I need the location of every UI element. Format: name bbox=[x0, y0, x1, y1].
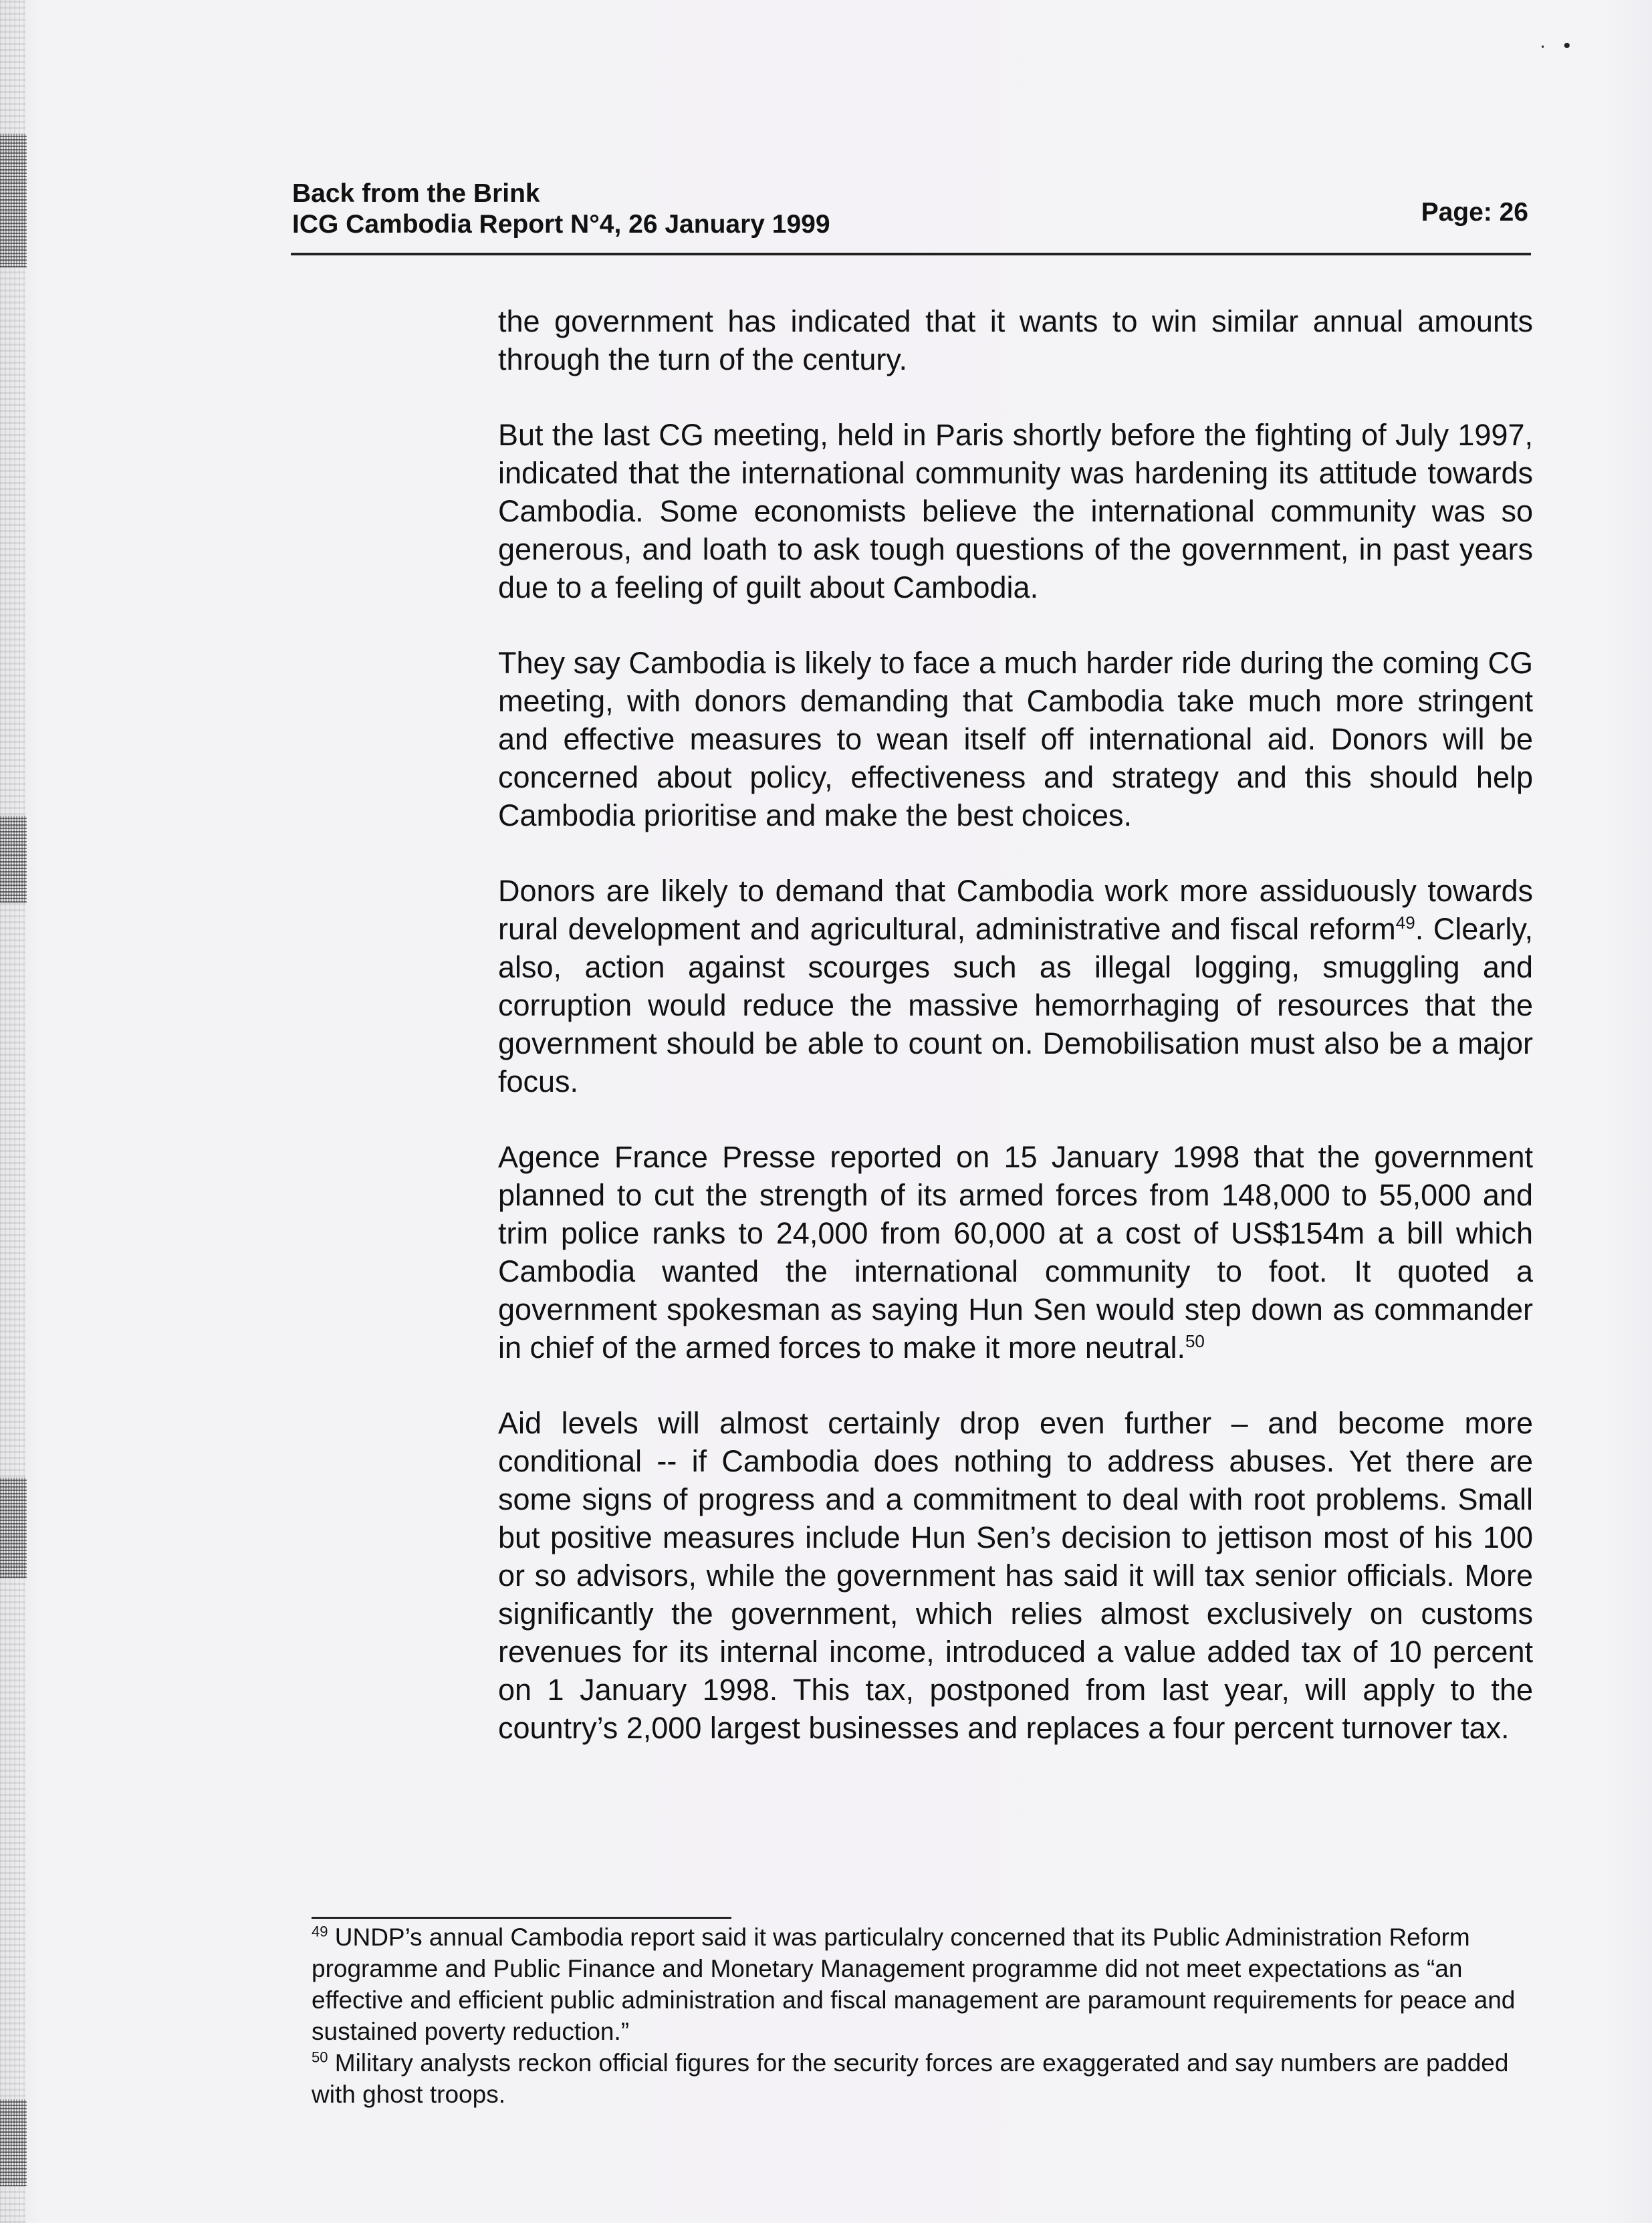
footnote-number: 50 bbox=[312, 2049, 328, 2066]
scan-edge-noise bbox=[0, 0, 25, 2223]
paragraph-text: . Clearly, also, action against scourges such as illegal logging, smuggling and corruption would reduce the massive hemorrhaging of resources that the government should be able to count on. Demobilisation must also be a major focus. bbox=[498, 912, 1533, 1098]
scan-artifact bbox=[0, 2099, 27, 2186]
paragraph bbox=[498, 872, 1533, 1100]
footnote bbox=[312, 1921, 1552, 2047]
running-header bbox=[291, 179, 1531, 255]
paragraph-text: Donors are likely to demand that Cambodia work more assiduously towards rural development and agricultural, administrative and fiscal reform bbox=[498, 874, 1533, 946]
footnote bbox=[312, 2047, 1552, 2110]
scan-artifact bbox=[0, 134, 27, 267]
footnote-divider bbox=[312, 1917, 731, 1919]
paragraph bbox=[498, 1138, 1533, 1367]
footnotes bbox=[312, 1921, 1552, 2110]
footnote-ref[interactable]: 50 bbox=[1185, 1331, 1205, 1351]
page-number: Page: 26 bbox=[1421, 198, 1528, 227]
scan-artifact bbox=[0, 1478, 27, 1578]
paragraph: Aid levels will almost certainly drop even further – and become more conditional -- if Cambodia does nothing to address abuses. Yet there are some signs of progress and a commitment to deal with root problems. Small but positive measures include Hun Sen’s decision to jettison most of his 100 or so advisors, while the government has said it will tax senior officials. More significantly the government, which relies almost exclusively on customs revenues for its internal income, introduced a value added tax of 10 percent on 1 January 1998. This tax, postponed from last year, will apply to the country’s 2,000 largest businesses and replaces a four percent turnover tax. bbox=[498, 1406, 1533, 1745]
paragraph: They say Cambodia is likely to face a much harder ride during the coming CG meeting, with donors demanding that Cambodia take much more stringent and effective measures to wean itself off international aid. Donors will be concerned about policy, effectiveness and strategy and this should help Cambodia prioritise and make the best choices. bbox=[498, 646, 1533, 832]
paragraph: the government has indicated that it wants to win similar annual amounts through the turn of the century. bbox=[498, 304, 1533, 376]
header-report: ICG Cambodia Report N°4, 26 January 1999 bbox=[292, 210, 830, 239]
main-text bbox=[498, 302, 1533, 1784]
footnote-text: UNDP’s annual Cambodia report said it was particulalry concerned that its Public Administration Reform programme and Public Finance and Monetary Management programme did not meet expectations as “an effective and efficient public administration and fiscal management are paramount requirements for peace and sustained poverty reduction.” bbox=[312, 1923, 1516, 2045]
footnote-text: Military analysts reckon official figures for the security forces are exaggerated and say numbers are padded with ghost troops. bbox=[312, 2049, 1509, 2108]
paragraph: But the last CG meeting, held in Paris shortly before the fighting of July 1997, indicated that the international community was hardening its attitude towards Cambodia. Some economists believe the international community was so generous, and loath to ask tough questions of the government, in past years due to a feeling of guilt about Cambodia. bbox=[498, 418, 1533, 604]
scan-artifact bbox=[0, 816, 27, 903]
scan-specks: ·• bbox=[1539, 35, 1588, 57]
footnote-ref[interactable]: 49 bbox=[1395, 913, 1415, 933]
paragraph-text: Agence France Presse reported on 15 January 1998 that the government planned to cut the strength of its armed forces from 148,000 to 55,000 and trim police ranks to 24,000 from 60,000 at a cost of US$154m a bill which Cambodia wanted the international community to foot. It quoted a government spokesman as saying Hun Sen would step down as commander in chief of the armed forces to make it more neutral. bbox=[498, 1140, 1533, 1365]
footnote-number: 49 bbox=[312, 1923, 328, 1940]
header-title: Back from the Brink bbox=[292, 179, 540, 208]
